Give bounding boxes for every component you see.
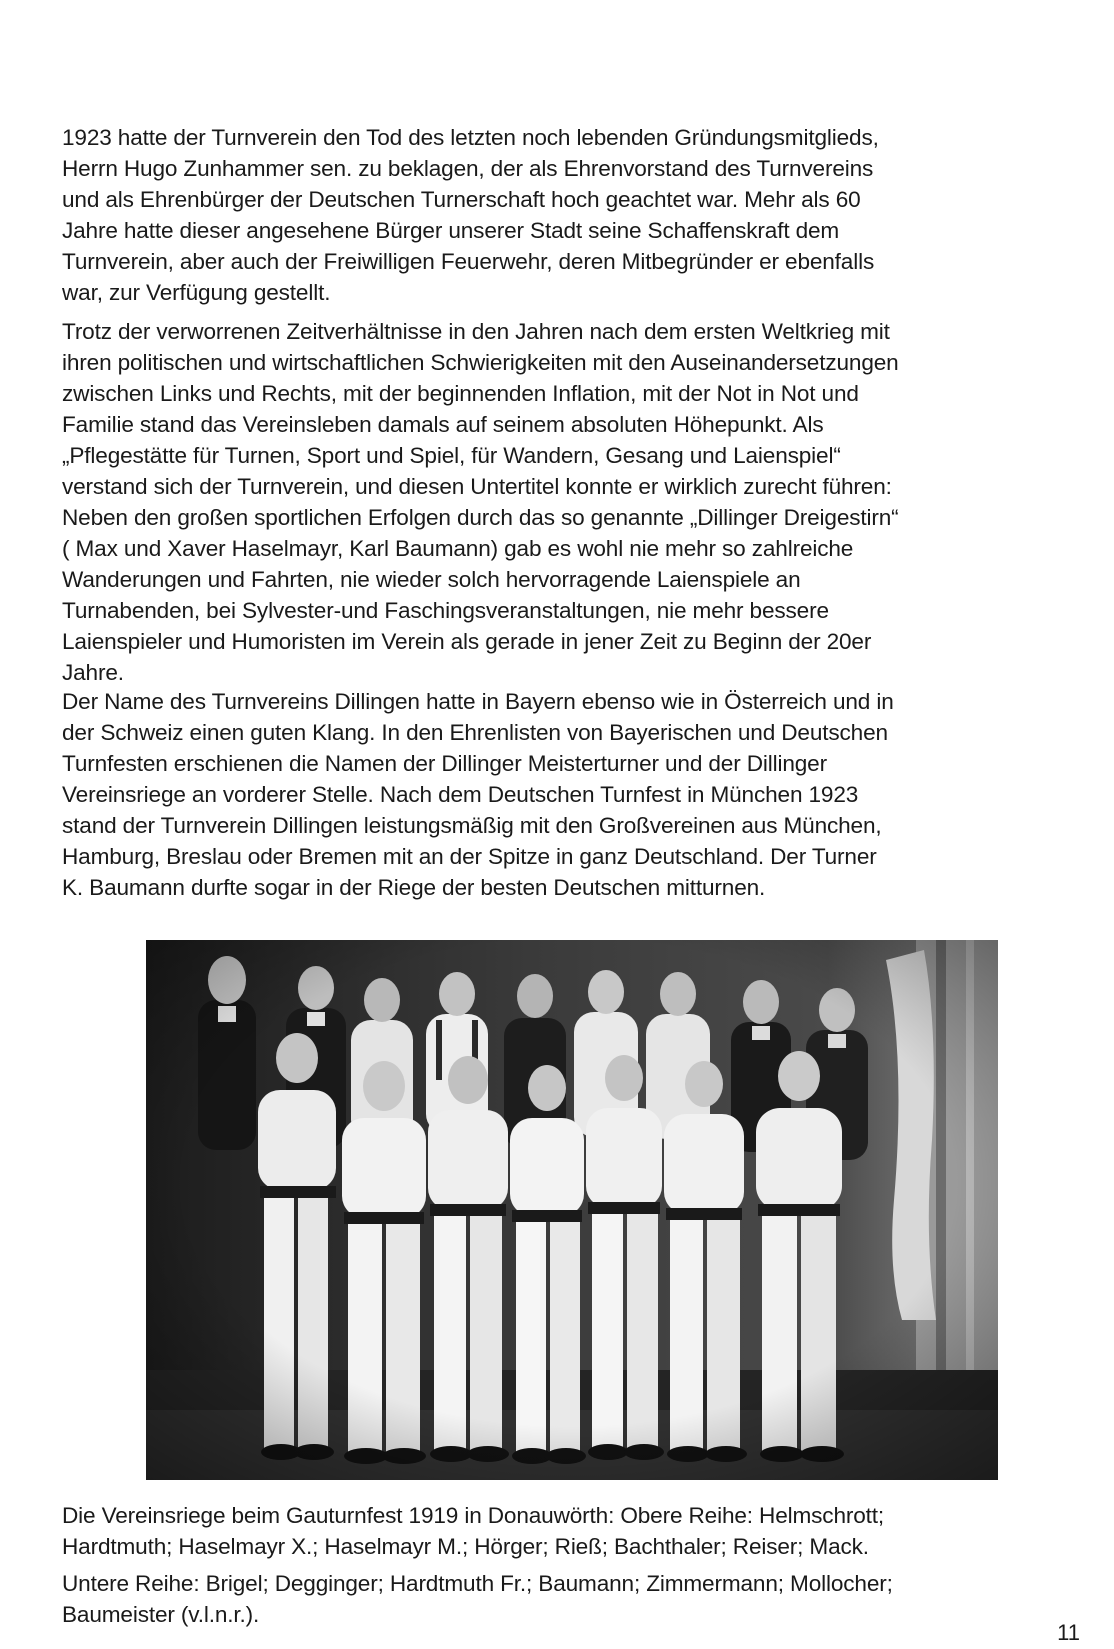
text-line: Wanderungen und Fahrten, nie wieder solch hervorragende Laienspiele an <box>62 567 801 592</box>
page-number: 11 <box>1057 1620 1080 1645</box>
text-line: Herrn Hugo Zunhammer sen. zu beklagen, der als Ehrenvorstand des Turnvereins <box>62 156 874 181</box>
text-line: verstand sich der Turnverein, und diesen Untertitel konnte er wirklich zurecht führen: <box>62 474 892 499</box>
text-line: und als Ehrenbürger der Deutschen Turnerschaft hoch geachtet war. Mehr als 60 <box>62 187 861 212</box>
text-line: „Pflegestätte für Turnen, Sport und Spiel, für Wandern, Gesang und Laienspiel“ <box>62 443 841 468</box>
team-group-photo <box>146 940 998 1480</box>
paragraph-1 <box>62 122 1092 308</box>
text-line: ihren politischen und wirtschaftlichen Schwierigkeiten mit den Auseinandersetzungen <box>62 350 899 375</box>
text-line: Neben den großen sportlichen Erfolgen durch das so genannte „Dillinger Dreigestirn“ <box>62 505 899 530</box>
text-line: stand der Turnverein Dillingen leistungsmäßig mit den Großvereinen aus München, <box>62 813 882 838</box>
text-line: Turnabenden, bei Sylvester-und Faschingsveranstaltungen, nie mehr bessere <box>62 598 829 623</box>
text-line: K. Baumann durfte sogar in der Riege der besten Deutschen mitturnen. <box>62 875 766 900</box>
text-line: Jahre hatte dieser angesehene Bürger unserer Stadt seine Schaffenskraft dem <box>62 218 840 243</box>
text-line: zwischen Links und Rechts, mit der beginnenden Inflation, mit der Not in Not und <box>62 381 859 406</box>
text-line: Familie stand das Vereinsleben damals auf seinem absoluten Höhepunkt. Als <box>62 412 824 437</box>
text-line: Jahre. <box>62 660 124 685</box>
text-line: war, zur Verfügung gestellt. <box>62 280 331 305</box>
caption-line: Hardtmuth; Haselmayr X.; Haselmayr M.; Hörger; Rieß; Bachthaler; Reiser; Mack. <box>62 1534 869 1559</box>
text-line: Turnfesten erschienen die Namen der Dillinger Meisterturner und der Dillinger <box>62 751 827 776</box>
text-line: Hamburg, Breslau oder Bremen mit an der Spitze in ganz Deutschland. Der Turner <box>62 844 877 869</box>
photo-caption-upper-row <box>62 1500 1092 1562</box>
paragraph-2 <box>62 316 1092 688</box>
text-line: Trotz der verworrenen Zeitverhältnisse in den Jahren nach dem ersten Weltkrieg mit <box>62 319 890 344</box>
text-line: ( Max und Xaver Haselmayr, Karl Baumann) gab es wohl nie mehr so zahlreiche <box>62 536 854 561</box>
caption-line: Die Vereinsriege beim Gauturnfest 1919 in Donauwörth: Obere Reihe: Helmschrott; <box>62 1503 885 1528</box>
photo-caption-lower-row <box>62 1568 1092 1630</box>
text-line: 1923 hatte der Turnverein den Tod des letzten noch lebenden Gründungsmitglieds, <box>62 125 879 150</box>
text-line: Vereinsriege an vorderer Stelle. Nach dem Deutschen Turnfest in München 1923 <box>62 782 859 807</box>
text-line: Laienspieler und Humoristen im Verein als gerade in jener Zeit zu Beginn der 20er <box>62 629 872 654</box>
photo-illustration <box>146 940 998 1480</box>
text-line: Turnverein, aber auch der Freiwilligen Feuerwehr, deren Mitbegründer er ebenfalls <box>62 249 875 274</box>
caption-line: Baumeister (v.l.n.r.). <box>62 1602 260 1627</box>
text-line: Der Name des Turnvereins Dillingen hatte in Bayern ebenso wie in Österreich und in <box>62 689 894 714</box>
caption-line: Untere Reihe: Brigel; Degginger; Hardtmuth Fr.; Baumann; Zimmermann; Mollocher; <box>62 1571 893 1596</box>
text-line: der Schweiz einen guten Klang. In den Ehrenlisten von Bayerischen und Deutschen <box>62 720 888 745</box>
paragraph-3 <box>62 686 1092 903</box>
